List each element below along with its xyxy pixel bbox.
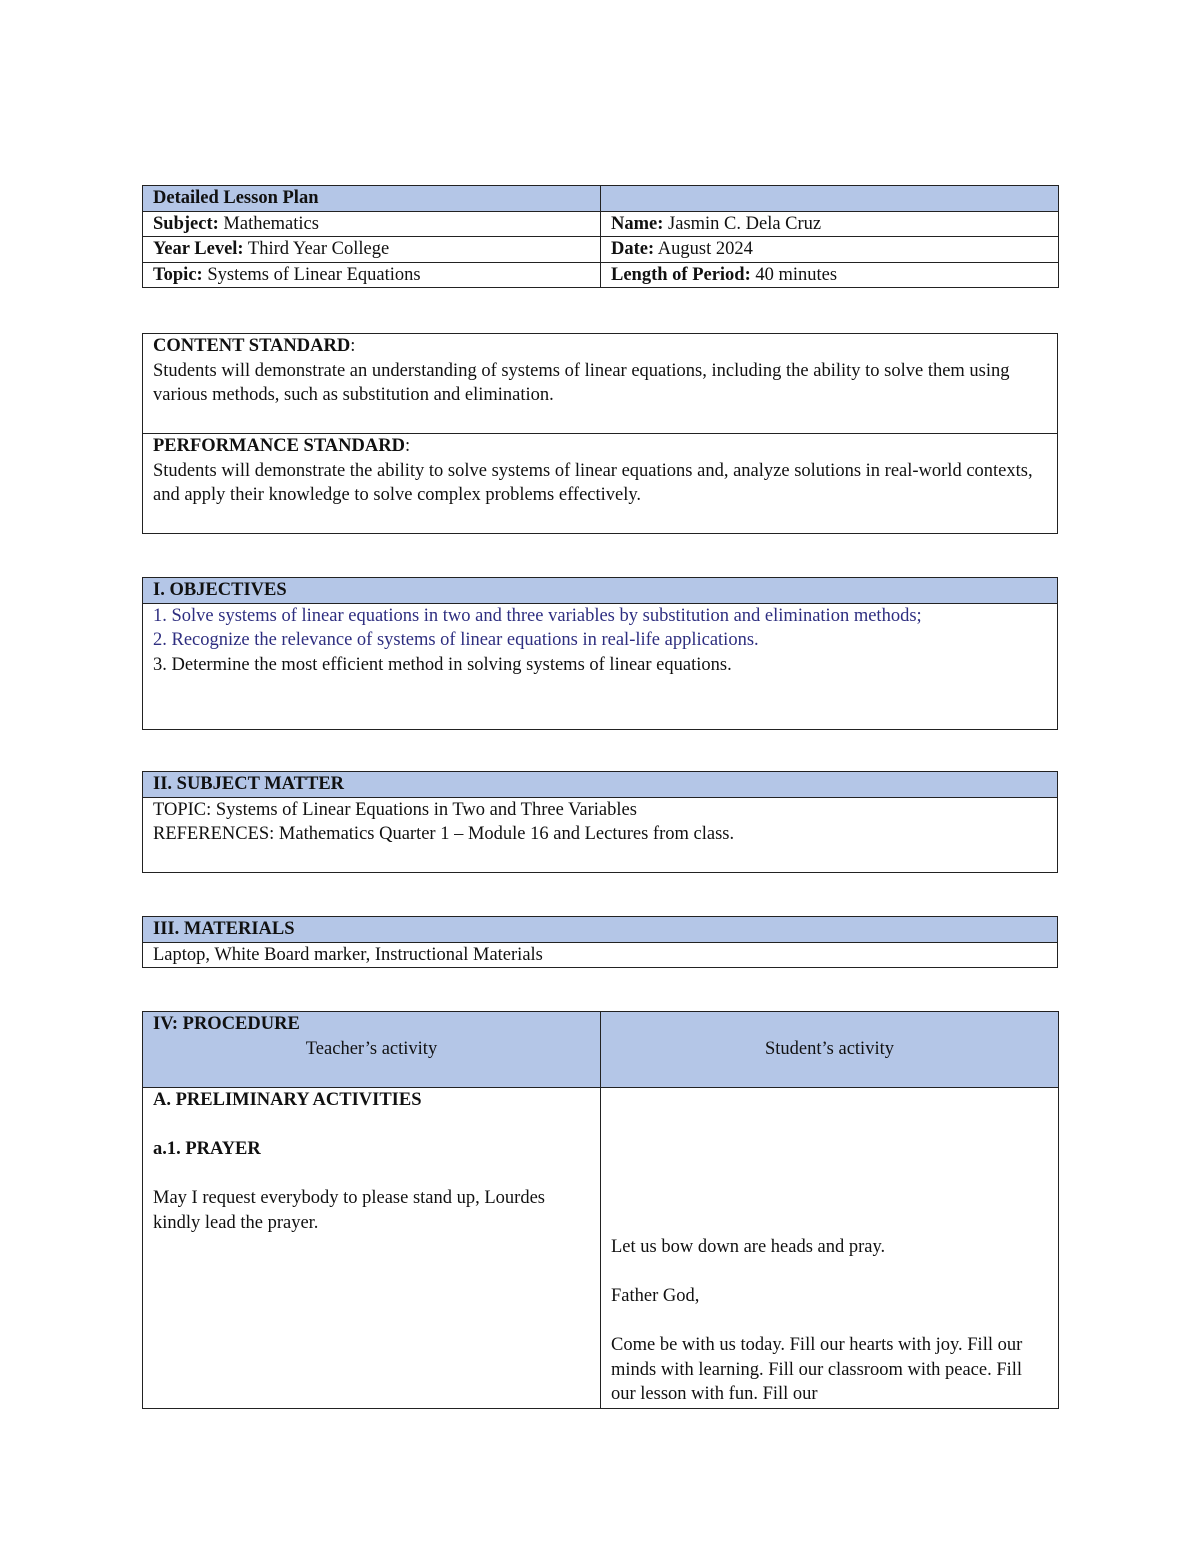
objective-item: 2. Recognize the relevance of systems of linear equations in real-life applications.: [153, 630, 759, 650]
procedure-table: [142, 1011, 1059, 1409]
student-prayer-text: Come be with us today. Fill our hearts with joy. Fill our minds with learning. Fill our classroom with peace. Fill our lesson with fun. Fill our: [611, 1335, 1023, 1404]
subject-matter-references: REFERENCES: Mathematics Quarter 1 – Module 16 and Lectures from class.: [153, 824, 735, 844]
objective-item: 1. Solve systems of linear equations in two and three variables by substitution and elimination methods;: [153, 605, 922, 626]
performance-standard-cell: PERFORMANCE STANDARD: Students will demonstrate the ability to solve systems of linear equations and, analyze solutions in real-world contexts, and apply their knowledge to solve complex problems effectively.: [143, 434, 1058, 534]
objectives-body-cell: [143, 603, 1058, 729]
empty-header-cell: [601, 186, 1059, 212]
materials-header-cell: [143, 917, 1058, 943]
subject-cell: [143, 211, 601, 237]
date-label: Date:: [611, 239, 655, 259]
objectives-header-cell: [143, 578, 1058, 604]
subject-label: Subject:: [153, 213, 219, 234]
materials-table: [142, 916, 1058, 968]
student-activity-column-header: Student’s activity: [765, 1039, 894, 1060]
procedure-header-row: [143, 1012, 1059, 1088]
objective-item: 3. Determine the most efficient method in solving systems of linear equations.: [153, 654, 732, 675]
materials-body-cell: [143, 942, 1058, 968]
info-row: [143, 262, 1059, 288]
objectives-header-row: [143, 578, 1058, 604]
content-standard-row: [143, 334, 1058, 434]
subject-matter-body-cell: [143, 797, 1058, 872]
prayer-heading: a.1. PRAYER: [153, 1139, 261, 1159]
preliminary-activities-heading: A. PRELIMINARY ACTIVITIES: [153, 1090, 422, 1110]
procedure-heading: IV: PROCEDURE: [153, 1014, 300, 1034]
date-cell: [601, 237, 1059, 263]
name-label: Name:: [611, 213, 664, 234]
performance-standard-heading: PERFORMANCE STANDARD: [153, 436, 405, 456]
materials-heading: III. MATERIALS: [153, 919, 295, 939]
length-of-period-cell: [601, 262, 1059, 288]
teacher-activity-header-cell: [143, 1012, 601, 1088]
objectives-heading: I. OBJECTIVES: [153, 580, 287, 600]
student-activity-header-cell: [601, 1012, 1059, 1088]
teacher-activity-column-header: Teacher’s activity: [305, 1038, 438, 1059]
performance-standard-row: [143, 434, 1058, 534]
content-standard-text: Students will demonstrate an understanding of systems of linear equations, including the ability to solve them using various methods, such as substitution and elimination.: [153, 360, 1010, 405]
objectives-body-row: [143, 603, 1058, 729]
lesson-plan-title-cell: [143, 186, 601, 212]
year-level-value: Third Year College: [247, 239, 390, 259]
content-standard-heading: CONTENT STANDARD: [153, 336, 351, 356]
topic-label: Topic:: [153, 264, 203, 285]
teacher-prayer-instruction: May I request everybody to please stand up, Lourdes kindly lead the prayer.: [153, 1188, 545, 1233]
content-standard-cell: CONTENT STANDARD: Students will demonstrate an understanding of systems of linear equations, including the ability to solve them using various methods, such as substitution and elimination.: [143, 334, 1058, 434]
year-level-cell: [143, 237, 601, 263]
topic-value: Systems of Linear Equations: [207, 264, 421, 285]
subject-matter-topic: TOPIC: Systems of Linear Equations in Two and Three Variables: [153, 799, 637, 820]
info-row: [143, 211, 1059, 237]
subject-matter-body-row: [143, 797, 1058, 872]
length-of-period-label: Length of Period:: [611, 264, 751, 285]
student-activity-cell: [601, 1088, 1059, 1409]
lesson-plan-title: Detailed Lesson Plan: [153, 188, 319, 208]
student-prayer-intro: Let us bow down are heads and pray.: [611, 1237, 886, 1257]
standards-table: [142, 333, 1058, 534]
subject-matter-heading: II. SUBJECT MATTER: [153, 774, 345, 794]
procedure-body-row: [143, 1088, 1059, 1409]
materials-header-row: [143, 917, 1058, 943]
length-of-period-value: 40 minutes: [755, 264, 838, 285]
header-row: [143, 186, 1059, 212]
subject-matter-table: [142, 771, 1058, 873]
info-row: [143, 237, 1059, 263]
student-prayer-greeting: Father God,: [611, 1286, 700, 1306]
teacher-activity-cell: [143, 1088, 601, 1409]
topic-cell: [143, 262, 601, 288]
lesson-header-table: [142, 185, 1059, 288]
name-cell: [601, 211, 1059, 237]
year-level-label: Year Level:: [153, 239, 244, 259]
materials-body-row: [143, 942, 1058, 968]
date-value: August 2024: [657, 239, 753, 259]
subject-matter-header-row: [143, 772, 1058, 798]
subject-matter-header-cell: [143, 772, 1058, 798]
name-value: Jasmin C. Dela Cruz: [668, 213, 822, 234]
subject-value: Mathematics: [223, 213, 319, 234]
performance-standard-text: Students will demonstrate the ability to solve systems of linear equations and, analyze solutions in real-world contexts, and apply their knowledge to solve complex problems effectively.: [153, 460, 1033, 505]
materials-text: Laptop, White Board marker, Instructional Materials: [153, 944, 543, 965]
objectives-table: [142, 577, 1058, 730]
